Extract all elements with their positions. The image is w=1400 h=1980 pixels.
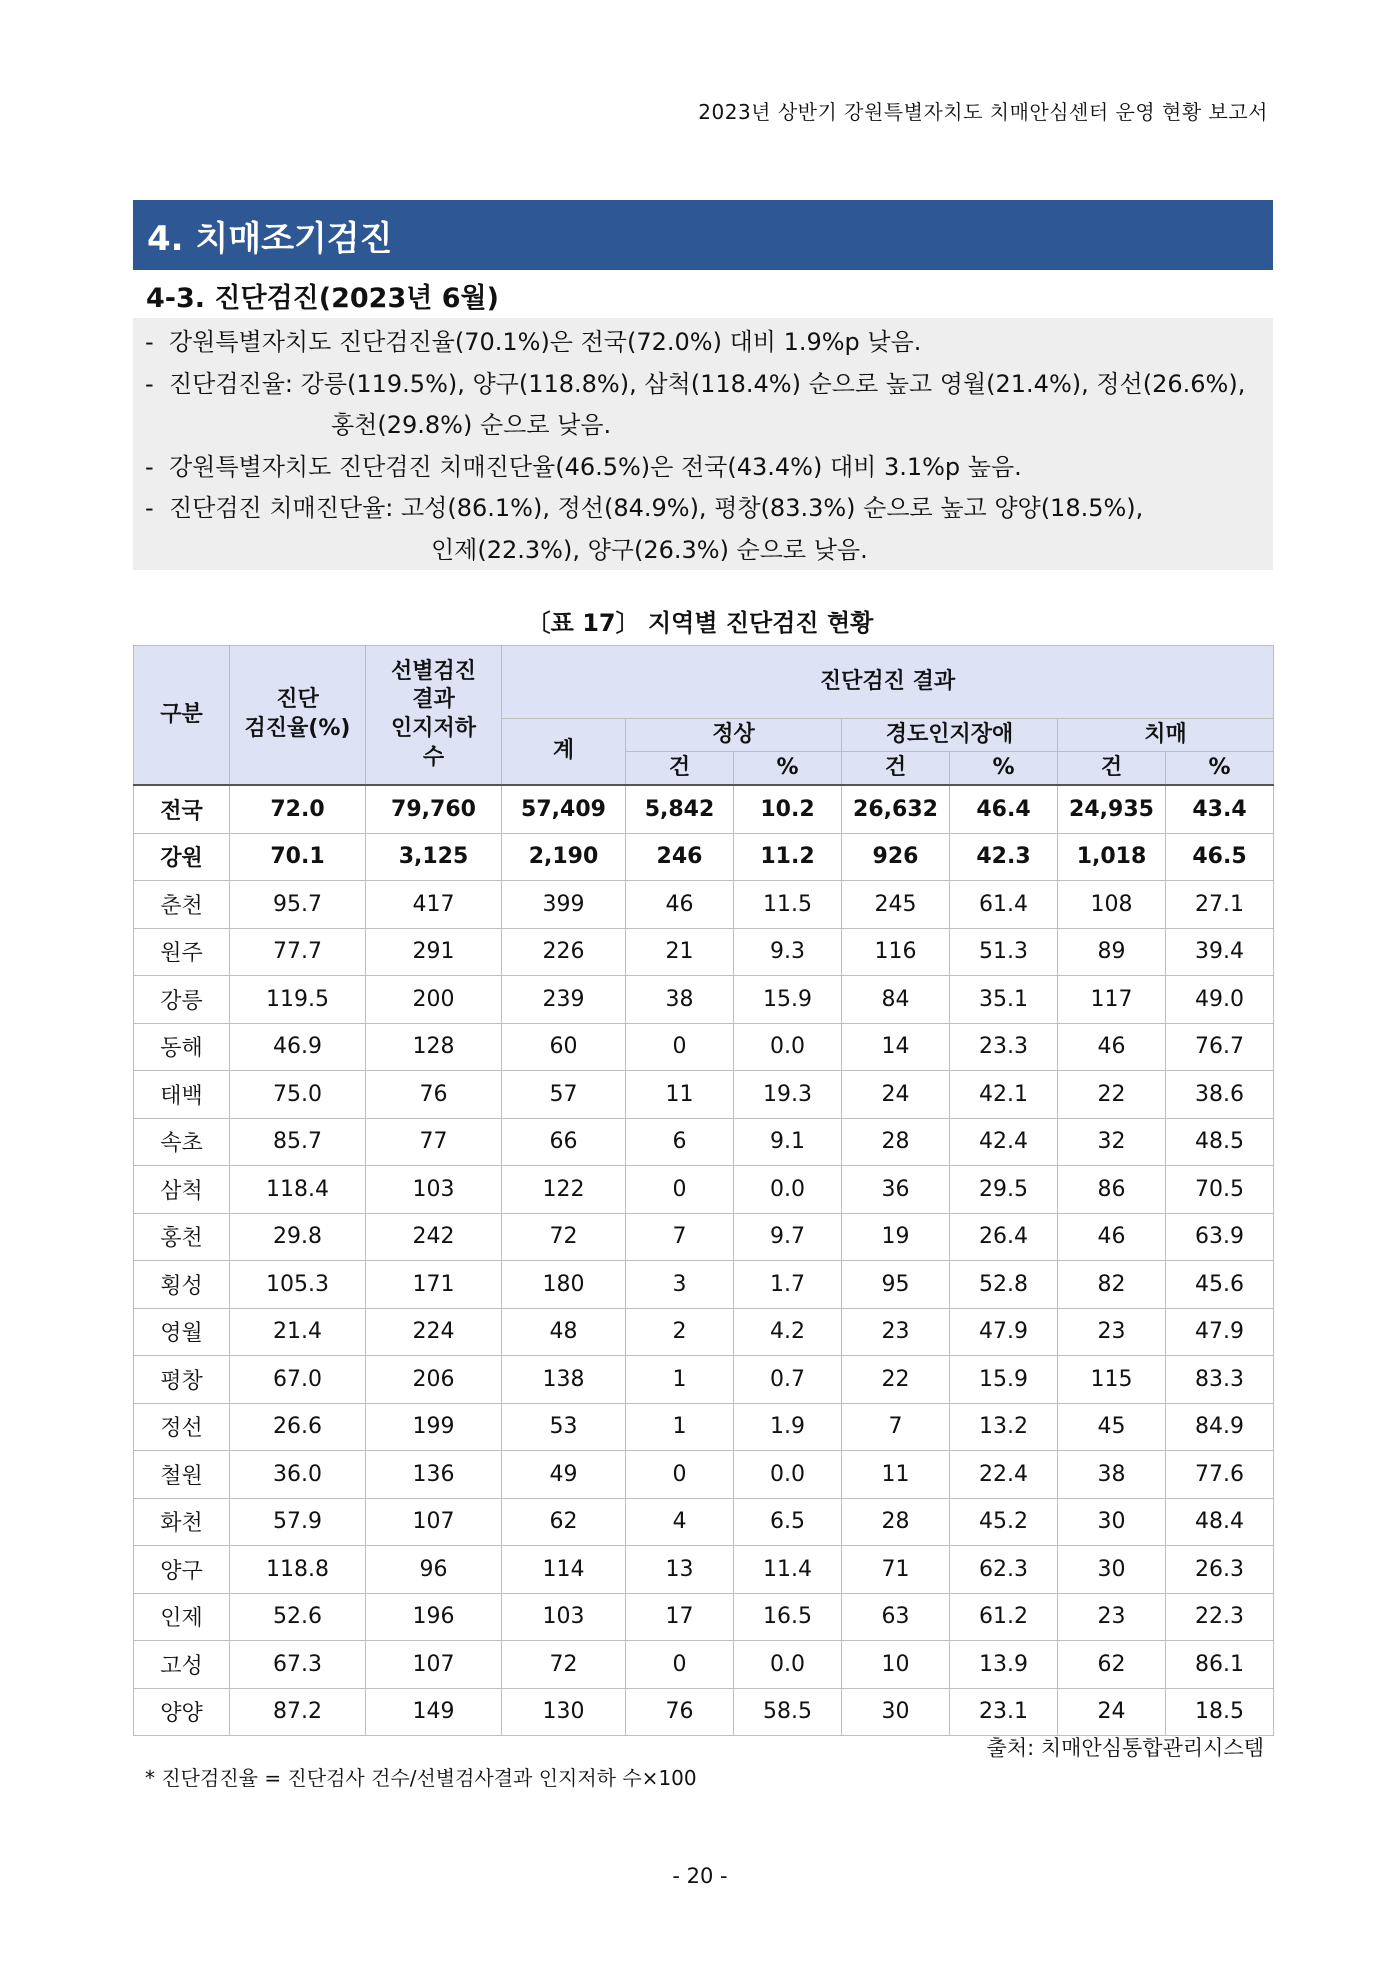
header-category: 구분 — [134, 646, 230, 786]
region-cell: 고성 — [134, 1641, 230, 1689]
table-row — [134, 1261, 1274, 1309]
value-cell: 9.3 — [734, 928, 842, 976]
bullet-dash: - — [145, 452, 154, 481]
value-cell: 38.6 — [1166, 1071, 1274, 1119]
value-cell: 86 — [1058, 1166, 1166, 1214]
region-cell: 원주 — [134, 928, 230, 976]
value-cell: 83.3 — [1166, 1356, 1274, 1404]
value-cell: 13 — [626, 1546, 734, 1594]
value-cell: 70.5 — [1166, 1166, 1274, 1214]
value-cell: 49.0 — [1166, 976, 1274, 1024]
value-cell: 30 — [1058, 1546, 1166, 1594]
value-cell: 76 — [366, 1071, 502, 1119]
header-pct: % — [734, 752, 842, 786]
value-cell: 0.0 — [734, 1023, 842, 1071]
region-cell: 전국 — [134, 785, 230, 833]
value-cell: 26.4 — [950, 1213, 1058, 1261]
value-cell: 70.1 — [230, 833, 366, 881]
value-cell: 5,842 — [626, 785, 734, 833]
value-cell: 57.9 — [230, 1498, 366, 1546]
value-cell: 24,935 — [1058, 785, 1166, 833]
value-cell: 28 — [842, 1498, 950, 1546]
value-cell: 96 — [366, 1546, 502, 1594]
value-cell: 61.2 — [950, 1593, 1058, 1641]
subsection-title: 4-3. 진단검진(2023년 6월) — [146, 283, 499, 314]
value-cell: 53 — [502, 1403, 626, 1451]
value-cell: 6 — [626, 1118, 734, 1166]
value-cell: 77.6 — [1166, 1451, 1274, 1499]
region-cell: 영월 — [134, 1308, 230, 1356]
value-cell: 24 — [842, 1071, 950, 1119]
header-total: 계 — [502, 719, 626, 786]
table-row — [134, 833, 1274, 881]
value-cell: 42.1 — [950, 1071, 1058, 1119]
value-cell: 6.5 — [734, 1498, 842, 1546]
value-cell: 16.5 — [734, 1593, 842, 1641]
summary-line-continuation: 인제(22.3%), 양구(26.3%) 순으로 낮음. — [431, 535, 868, 564]
value-cell: 103 — [502, 1593, 626, 1641]
value-cell: 66 — [502, 1118, 626, 1166]
value-cell: 9.1 — [734, 1118, 842, 1166]
value-cell: 1 — [626, 1356, 734, 1404]
value-cell: 63 — [842, 1593, 950, 1641]
value-cell: 13.9 — [950, 1641, 1058, 1689]
value-cell: 3 — [626, 1261, 734, 1309]
value-cell: 60 — [502, 1023, 626, 1071]
value-cell: 46.4 — [950, 785, 1058, 833]
header-screened: 선별검진 결과 인지저하 수 — [366, 646, 502, 786]
value-cell: 108 — [1058, 881, 1166, 929]
region-cell: 홍천 — [134, 1213, 230, 1261]
table-row — [134, 1641, 1274, 1689]
value-cell: 23 — [842, 1308, 950, 1356]
table-row — [134, 1071, 1274, 1119]
value-cell: 84.9 — [1166, 1403, 1274, 1451]
value-cell: 399 — [502, 881, 626, 929]
value-cell: 48.5 — [1166, 1118, 1274, 1166]
value-cell: 38 — [1058, 1451, 1166, 1499]
value-cell: 196 — [366, 1593, 502, 1641]
value-cell: 45.2 — [950, 1498, 1058, 1546]
region-cell: 인제 — [134, 1593, 230, 1641]
value-cell: 62.3 — [950, 1546, 1058, 1594]
value-cell: 45.6 — [1166, 1261, 1274, 1309]
bullet-dash: - — [145, 328, 154, 356]
value-cell: 118.8 — [230, 1546, 366, 1594]
value-cell: 26.3 — [1166, 1546, 1274, 1594]
value-cell: 105.3 — [230, 1261, 366, 1309]
value-cell: 36 — [842, 1166, 950, 1214]
region-cell: 삼척 — [134, 1166, 230, 1214]
value-cell: 63.9 — [1166, 1213, 1274, 1261]
value-cell: 45 — [1058, 1403, 1166, 1451]
value-cell: 29.8 — [230, 1213, 366, 1261]
value-cell: 77.7 — [230, 928, 366, 976]
value-cell: 10 — [842, 1641, 950, 1689]
value-cell: 2,190 — [502, 833, 626, 881]
table-row — [134, 976, 1274, 1024]
running-header: 2023년 상반기 강원특별자치도 치매안심센터 운영 현황 보고서 — [698, 100, 1268, 124]
footnote: * 진단검진율 = 진단검사 건수/선별검사결과 인지저하 수×100 — [145, 1766, 697, 1790]
value-cell: 180 — [502, 1261, 626, 1309]
value-cell: 115 — [1058, 1356, 1166, 1404]
value-cell: 42.3 — [950, 833, 1058, 881]
bullet-dash: - — [145, 494, 154, 522]
value-cell: 67.3 — [230, 1641, 366, 1689]
value-cell: 11 — [626, 1071, 734, 1119]
value-cell: 149 — [366, 1688, 502, 1736]
section-title-bar — [133, 200, 1273, 270]
value-cell: 0 — [626, 1023, 734, 1071]
value-cell: 29.5 — [950, 1166, 1058, 1214]
value-cell: 4 — [626, 1498, 734, 1546]
value-cell: 15.9 — [734, 976, 842, 1024]
value-cell: 239 — [502, 976, 626, 1024]
value-cell: 1,018 — [1058, 833, 1166, 881]
value-cell: 200 — [366, 976, 502, 1024]
value-cell: 9.7 — [734, 1213, 842, 1261]
value-cell: 22.3 — [1166, 1593, 1274, 1641]
value-cell: 48 — [502, 1308, 626, 1356]
page-number: - 20 - — [672, 1864, 728, 1888]
diagnosis-table — [133, 645, 1274, 1736]
value-cell: 199 — [366, 1403, 502, 1451]
table-caption: 〔표 17〕 지역별 진단검진 현황 — [526, 609, 874, 637]
value-cell: 42.4 — [950, 1118, 1058, 1166]
table-row — [134, 1118, 1274, 1166]
table-body — [134, 785, 1274, 1736]
summary-line: - 진단검진 치매진단율: 고성(86.1%), 정선(84.9%), 평창(83.3%) 순으로 높고 양양(18.5%), — [145, 488, 1263, 530]
value-cell: 23 — [1058, 1593, 1166, 1641]
value-cell: 11.2 — [734, 833, 842, 881]
region-cell: 강릉 — [134, 976, 230, 1024]
value-cell: 117 — [1058, 976, 1166, 1024]
header-pct: % — [1166, 752, 1274, 786]
value-cell: 30 — [1058, 1498, 1166, 1546]
value-cell: 48.4 — [1166, 1498, 1274, 1546]
value-cell: 82 — [1058, 1261, 1166, 1309]
value-cell: 61.4 — [950, 881, 1058, 929]
value-cell: 17 — [626, 1593, 734, 1641]
header-count: 건 — [626, 752, 734, 786]
value-cell: 0.7 — [734, 1356, 842, 1404]
value-cell: 21.4 — [230, 1308, 366, 1356]
region-cell: 정선 — [134, 1403, 230, 1451]
summary-line: - 강원특별자치도 진단검진 치매진단율(46.5%)은 전국(43.4%) 대비 3.1%p 높음. — [145, 447, 1263, 489]
region-cell: 평창 — [134, 1356, 230, 1404]
region-cell: 춘천 — [134, 881, 230, 929]
value-cell: 23.3 — [950, 1023, 1058, 1071]
bullet-dash: - — [145, 369, 154, 398]
value-cell: 0.0 — [734, 1451, 842, 1499]
value-cell: 57,409 — [502, 785, 626, 833]
value-cell: 24 — [1058, 1688, 1166, 1736]
value-cell: 116 — [842, 928, 950, 976]
value-cell: 926 — [842, 833, 950, 881]
summary-box — [133, 318, 1273, 570]
value-cell: 87.2 — [230, 1688, 366, 1736]
value-cell: 46.9 — [230, 1023, 366, 1071]
region-cell: 태백 — [134, 1071, 230, 1119]
value-cell: 51.3 — [950, 928, 1058, 976]
value-cell: 79,760 — [366, 785, 502, 833]
value-cell: 62 — [1058, 1641, 1166, 1689]
value-cell: 224 — [366, 1308, 502, 1356]
value-cell: 3,125 — [366, 833, 502, 881]
table-row — [134, 785, 1274, 833]
value-cell: 107 — [366, 1498, 502, 1546]
value-cell: 32 — [1058, 1118, 1166, 1166]
region-cell: 철원 — [134, 1451, 230, 1499]
value-cell: 26.6 — [230, 1403, 366, 1451]
table-row — [134, 1546, 1274, 1594]
value-cell: 7 — [626, 1213, 734, 1261]
value-cell: 4.2 — [734, 1308, 842, 1356]
value-cell: 86.1 — [1166, 1641, 1274, 1689]
value-cell: 52.6 — [230, 1593, 366, 1641]
value-cell: 46 — [626, 881, 734, 929]
value-cell: 95 — [842, 1261, 950, 1309]
table-row — [134, 881, 1274, 929]
value-cell: 76 — [626, 1688, 734, 1736]
value-cell: 10.2 — [734, 785, 842, 833]
table-row — [134, 1308, 1274, 1356]
value-cell: 0 — [626, 1166, 734, 1214]
value-cell: 122 — [502, 1166, 626, 1214]
value-cell: 7 — [842, 1403, 950, 1451]
value-cell: 30 — [842, 1688, 950, 1736]
value-cell: 35.1 — [950, 976, 1058, 1024]
value-cell: 76.7 — [1166, 1023, 1274, 1071]
region-cell: 양구 — [134, 1546, 230, 1594]
header-dementia: 치매 — [1058, 719, 1274, 752]
table-row — [134, 1498, 1274, 1546]
value-cell: 22.4 — [950, 1451, 1058, 1499]
region-cell: 동해 — [134, 1023, 230, 1071]
value-cell: 245 — [842, 881, 950, 929]
value-cell: 75.0 — [230, 1071, 366, 1119]
value-cell: 1 — [626, 1403, 734, 1451]
region-cell: 속초 — [134, 1118, 230, 1166]
value-cell: 11.4 — [734, 1546, 842, 1594]
section-title: 4. 치매조기검진 — [147, 218, 393, 259]
value-cell: 206 — [366, 1356, 502, 1404]
value-cell: 43.4 — [1166, 785, 1274, 833]
header-mci: 경도인지장애 — [842, 719, 1058, 752]
value-cell: 1.9 — [734, 1403, 842, 1451]
value-cell: 77 — [366, 1118, 502, 1166]
value-cell: 21 — [626, 928, 734, 976]
header-rate: 진단 검진율(%) — [230, 646, 366, 786]
value-cell: 22 — [842, 1356, 950, 1404]
value-cell: 226 — [502, 928, 626, 976]
value-cell: 18.5 — [1166, 1688, 1274, 1736]
value-cell: 19.3 — [734, 1071, 842, 1119]
value-cell: 26,632 — [842, 785, 950, 833]
value-cell: 11.5 — [734, 881, 842, 929]
value-cell: 36.0 — [230, 1451, 366, 1499]
value-cell: 72 — [502, 1641, 626, 1689]
value-cell: 23 — [1058, 1308, 1166, 1356]
value-cell: 130 — [502, 1688, 626, 1736]
value-cell: 39.4 — [1166, 928, 1274, 976]
value-cell: 0.0 — [734, 1166, 842, 1214]
table-row — [134, 1688, 1274, 1736]
value-cell: 171 — [366, 1261, 502, 1309]
value-cell: 114 — [502, 1546, 626, 1594]
value-cell: 0 — [626, 1641, 734, 1689]
value-cell: 28 — [842, 1118, 950, 1166]
value-cell: 0 — [626, 1451, 734, 1499]
value-cell: 72.0 — [230, 785, 366, 833]
value-cell: 22 — [1058, 1071, 1166, 1119]
value-cell: 128 — [366, 1023, 502, 1071]
region-cell: 양양 — [134, 1688, 230, 1736]
value-cell: 118.4 — [230, 1166, 366, 1214]
value-cell: 62 — [502, 1498, 626, 1546]
header-count: 건 — [1058, 752, 1166, 786]
value-cell: 2 — [626, 1308, 734, 1356]
table-row — [134, 1593, 1274, 1641]
table-row — [134, 1213, 1274, 1261]
value-cell: 72 — [502, 1213, 626, 1261]
value-cell: 85.7 — [230, 1118, 366, 1166]
table-row — [134, 1356, 1274, 1404]
value-cell: 46 — [1058, 1213, 1166, 1261]
value-cell: 107 — [366, 1641, 502, 1689]
header-result-group: 진단검진 결과 — [502, 646, 1274, 719]
table-row — [134, 1403, 1274, 1451]
header-pct: % — [950, 752, 1058, 786]
header-normal: 정상 — [626, 719, 842, 752]
summary-line-continuation: 홍천(29.8%) 순으로 낮음. — [331, 411, 612, 439]
value-cell: 14 — [842, 1023, 950, 1071]
table-row — [134, 1451, 1274, 1499]
value-cell: 52.8 — [950, 1261, 1058, 1309]
value-cell: 13.2 — [950, 1403, 1058, 1451]
value-cell: 71 — [842, 1546, 950, 1594]
value-cell: 95.7 — [230, 881, 366, 929]
value-cell: 47.9 — [1166, 1308, 1274, 1356]
region-cell: 횡성 — [134, 1261, 230, 1309]
value-cell: 136 — [366, 1451, 502, 1499]
value-cell: 67.0 — [230, 1356, 366, 1404]
value-cell: 84 — [842, 976, 950, 1024]
table-row — [134, 928, 1274, 976]
value-cell: 15.9 — [950, 1356, 1058, 1404]
value-cell: 417 — [366, 881, 502, 929]
value-cell: 19 — [842, 1213, 950, 1261]
header-count: 건 — [842, 752, 950, 786]
value-cell: 46 — [1058, 1023, 1166, 1071]
region-cell: 강원 — [134, 833, 230, 881]
value-cell: 138 — [502, 1356, 626, 1404]
value-cell: 119.5 — [230, 976, 366, 1024]
summary-line: - 강원특별자치도 진단검진율(70.1%)은 전국(72.0%) 대비 1.9%p 낮음. — [145, 322, 1263, 364]
table-row — [134, 1023, 1274, 1071]
value-cell: 0.0 — [734, 1641, 842, 1689]
summary-line: - 진단검진율: 강릉(119.5%), 양구(118.8%), 삼척(118.4%) 순으로 높고 영월(21.4%), 정선(26.6%), — [145, 364, 1263, 406]
value-cell: 11 — [842, 1451, 950, 1499]
value-cell: 46.5 — [1166, 833, 1274, 881]
value-cell: 89 — [1058, 928, 1166, 976]
table-source: 출처: 치매안심통합관리시스템 — [986, 1736, 1264, 1760]
value-cell: 242 — [366, 1213, 502, 1261]
value-cell: 58.5 — [734, 1688, 842, 1736]
value-cell: 27.1 — [1166, 881, 1274, 929]
table-row — [134, 1166, 1274, 1214]
value-cell: 291 — [366, 928, 502, 976]
value-cell: 23.1 — [950, 1688, 1058, 1736]
value-cell: 38 — [626, 976, 734, 1024]
value-cell: 103 — [366, 1166, 502, 1214]
value-cell: 246 — [626, 833, 734, 881]
value-cell: 1.7 — [734, 1261, 842, 1309]
value-cell: 47.9 — [950, 1308, 1058, 1356]
region-cell: 화천 — [134, 1498, 230, 1546]
value-cell: 49 — [502, 1451, 626, 1499]
value-cell: 57 — [502, 1071, 626, 1119]
